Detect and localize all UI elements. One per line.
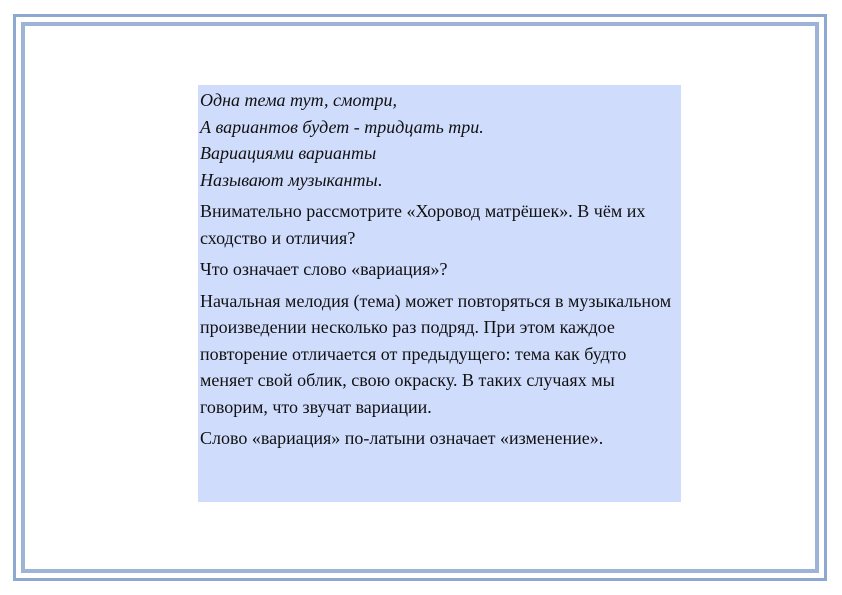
poem-line-3: Вариациями варианты <box>200 143 377 163</box>
poem-line-4-text: Называют музыканты <box>200 169 378 190</box>
poem-line-2: А вариантов будет - тридцать три. <box>200 116 484 137</box>
paragraph-variation-explanation: Начальная мелодия (тема) может повторяться в музыкальном произведении несколько раз подряд. При этом каждое повторение отличается от предыдущего: тема как будто меняет свой облик, свою окраску. В таких случаях мы говорим, что звучат вариации. <box>200 290 672 417</box>
paragraph-matryoshka-question: Внимательно рассмотрите «Хоровод матрёшек». В чём их сходство и отличия? <box>200 201 646 248</box>
poem-line-4 <box>200 167 677 194</box>
poem <box>200 87 677 193</box>
paragraph-latin-meaning: Слово «вариация» по-латыни означает «изменение». <box>200 428 604 448</box>
poem-line-1: Одна тема тут, смотри, <box>200 90 398 110</box>
text-box <box>198 85 681 502</box>
paragraph-variation-question: Что означает слово «вариация»? <box>200 259 448 279</box>
poem-line-4-period: . <box>377 169 383 190</box>
